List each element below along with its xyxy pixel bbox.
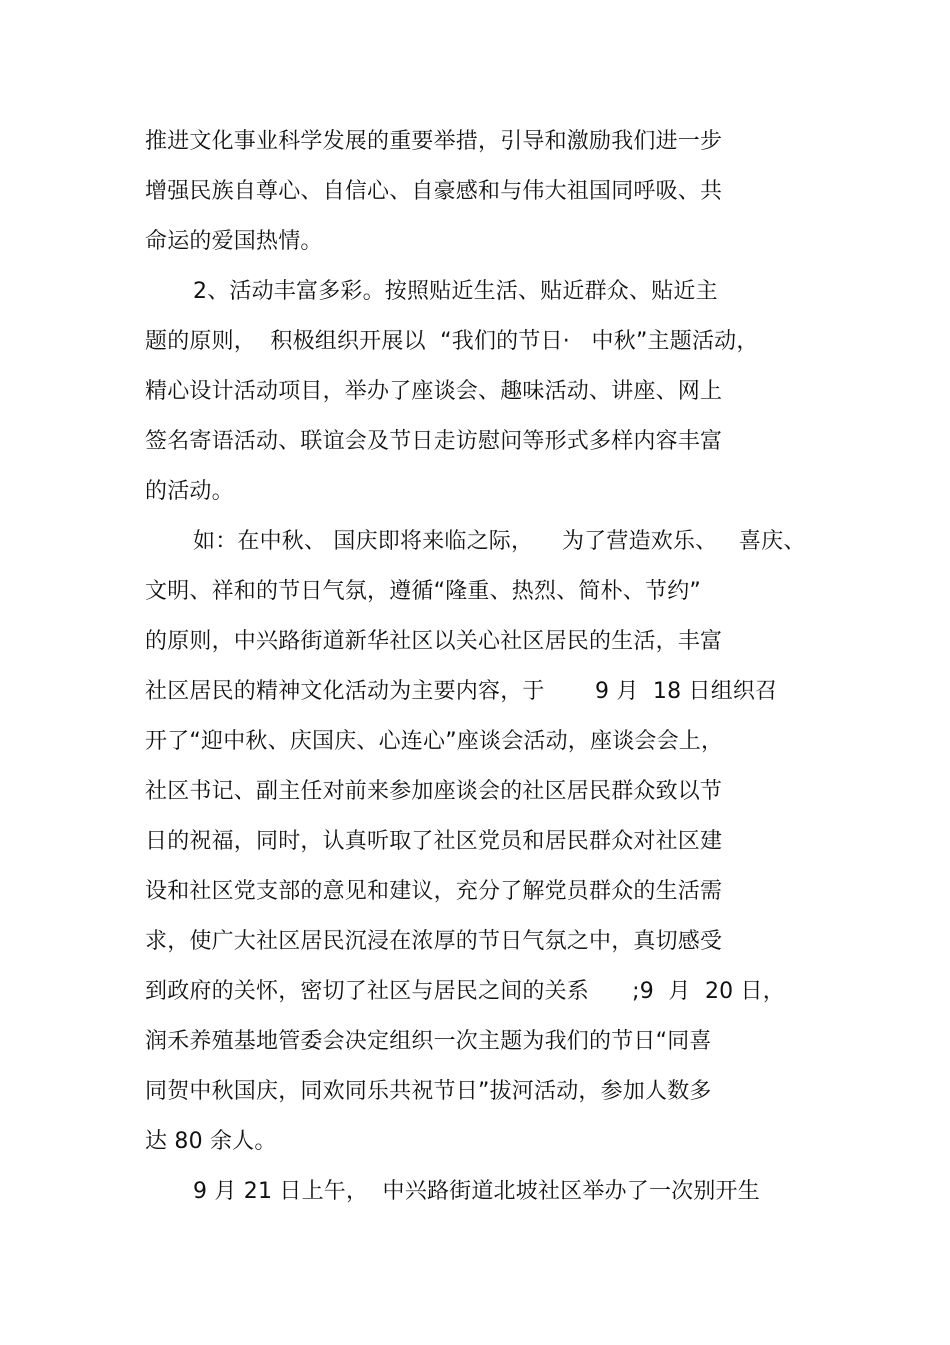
text-line: 如：在中秋、 国庆即将来临之际， 为了营造欢乐、 喜庆、 — [193, 529, 806, 554]
text-line: 润禾养殖基地管委会决定组织一次主题为我们的节日“同喜 — [145, 1029, 712, 1054]
text-line: 开了“迎中秋、庆国庆、心连心”座谈会活动，座谈会会上， — [145, 729, 724, 754]
text-line: 2、活动丰富多彩。按照贴近生活、贴近群众、贴近主 — [193, 279, 718, 304]
text-line: 的原则，中兴路街道新华社区以关心社区居民的生活，丰富 — [145, 629, 723, 654]
text-line: 推进文化事业科学发展的重要举措，引导和激励我们进一步 — [145, 129, 723, 154]
text-line: 题的原则， 积极组织开展以 “我们的节日· 中秋”主题活动， — [145, 329, 759, 354]
text-line: 设和社区党支部的意见和建议，充分了解党员群众的生活需 — [145, 879, 723, 904]
text-line: 同贺中秋国庆，同欢同乐共祝节日”拔河活动，参加人数多 — [145, 1079, 712, 1104]
text-line: 求，使广大社区居民沉浸在浓厚的节日气氛之中，真切感受 — [145, 929, 723, 954]
text-line: 增强民族自尊心、自信心、自豪感和与伟大祖国同呼吸、共 — [145, 179, 723, 204]
text-line: 9 月 21 日上午， 中兴路街道北坡社区举办了一次别开生 — [193, 1179, 760, 1204]
text-line: 社区居民的精神文化活动为主要内容，于 9 月 18 日组织召 — [145, 679, 778, 704]
text-line: 命运的爱国热情。 — [145, 229, 323, 254]
text-line: 到政府的关怀，密切了社区与居民之间的关系 ;9 月 20 日， — [145, 979, 785, 1004]
text-line: 达 80 余人。 — [145, 1129, 277, 1154]
text-line: 精心设计活动项目，举办了座谈会、趣味活动、讲座、网上 — [145, 379, 723, 404]
text-line: 签名寄语活动、联谊会及节日走访慰问等形式多样内容丰富 — [145, 429, 723, 454]
text-line: 文明、祥和的节日气氛，遵循“隆重、热烈、简朴、节约” — [145, 579, 701, 604]
text-line: 日的祝福，同时，认真听取了社区党员和居民群众对社区建 — [145, 829, 723, 854]
text-line: 社区书记、副主任对前来参加座谈会的社区居民群众致以节 — [145, 779, 723, 804]
text-line: 的活动。 — [145, 479, 234, 504]
